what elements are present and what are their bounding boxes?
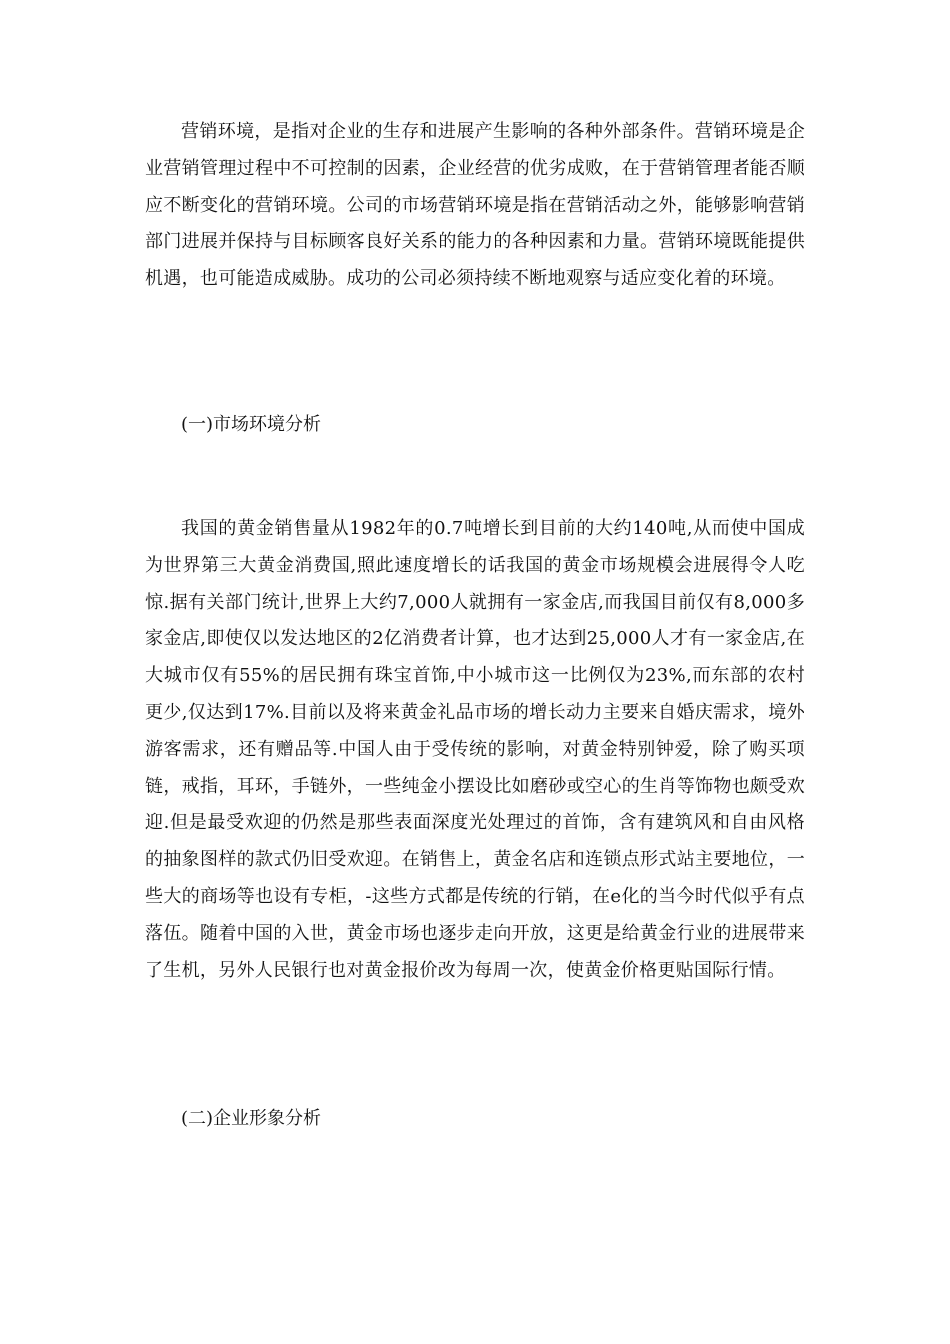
section-heading-corporate-image: (二)企业形象分析	[181, 1108, 322, 1129]
market-analysis-paragraph: 我国的黄金销售量从1982年的0.7吨增长到目前的大约140吨,从而使中国成为世界第三大黄金消费国,照此速度增长的话我国的黄金市场规模会进展得令人吃惊.据有关部门统计,世界上大约7,000人就拥有一家金店,而我国目前仅有8,000多家金店,即使仅以发达地区的2亿消费者计算，也才达到25,000人才有一家金店,在大城市仅有55%的居民拥有珠宝首饰,中小城市这一比例仅为23%,而东部的农村更少,仅达到17%.目前以及将来黄金礼品市场的增长动力主要来自婚庆需求，境外游客需求，还有赠品等.中国人由于受传统的影响，对黄金特别钟爱，除了购买项链，戒指，耳环，手链外，一些纯金小摆设比如磨砂或空心的生肖等饰物也颇受欢迎.但是最受欢迎的仍然是那些表面深度光处理过的首饰，含有建筑风和自由风格的抽象图样的款式仍旧受欢迎。在销售上，黄金名店和连锁点形式站主要地位，一些大的商场等也设有专柜，-这些方式都是传统的行销，在e化的当今时代似乎有点落伍。随着中国的入世，黄金市场也逐步走向开放，这更是给黄金行业的进展带来了生机，另外人民银行也对黄金报价改为每周一次，使黄金价格更贴国际行情。	[145, 518, 805, 981]
intro-paragraph: 营销环境，是指对企业的生存和进展产生影响的各种外部条件。营销环境是企业营销管理过程中不可控制的因素，企业经营的优劣成败，在于营销管理者能否顺应不断变化的营销环境。公司的市场营销环境是指在营销活动之外，能够影响营销部门进展并保持与目标顾客良好关系的能力的各种因素和力量。营销环境既能提供机遇，也可能造成威胁。成功的公司必须持续不断地观察与适应变化着的环境。	[145, 121, 805, 290]
section-heading-market: (一)市场环境分析	[181, 414, 322, 435]
